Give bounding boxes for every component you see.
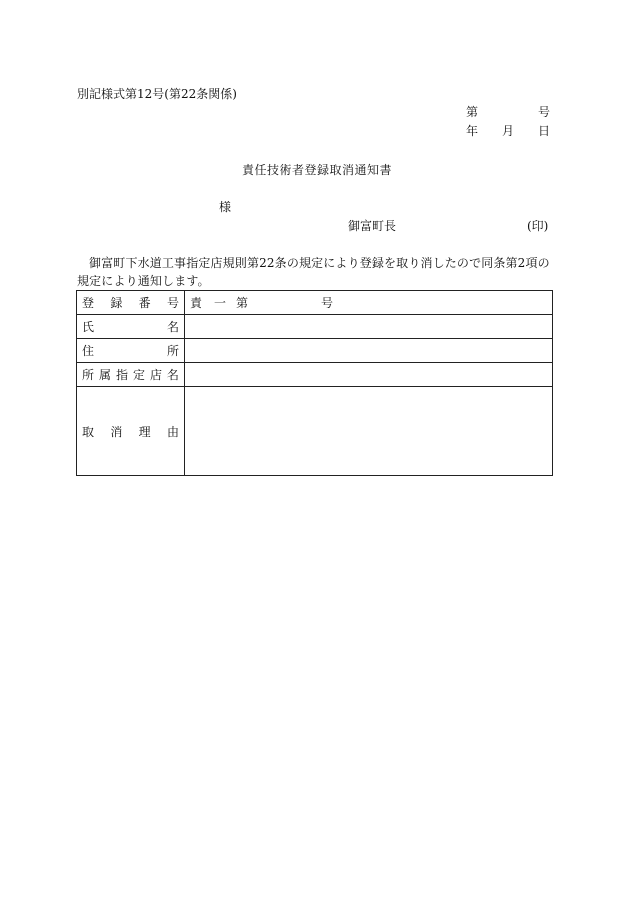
label-registration-number — [77, 291, 185, 315]
issuer-name: 御富町長 — [348, 219, 397, 233]
cancellation-reason-value — [185, 387, 553, 476]
label-char: 定 — [132, 368, 145, 382]
date-line — [466, 122, 550, 139]
label-char: 所 — [82, 368, 95, 382]
seal-mark: (印) — [527, 219, 549, 233]
label-char: 住 — [82, 344, 95, 358]
reg-number-prefix: 責 — [190, 296, 203, 310]
table-row-registration-number — [77, 291, 553, 315]
label-char: 取 — [82, 424, 95, 439]
number-suffix: 号 — [537, 105, 550, 119]
date-day: 日 — [537, 124, 550, 138]
notice-body-text: 御富町下水道工事指定店規則第22条の規定により登録を取り消したので同条第2項の規定により通知します。 — [77, 256, 550, 288]
label-char: 号 — [166, 296, 179, 310]
label-char: 指 — [115, 368, 128, 382]
name-value — [185, 315, 553, 339]
date-year: 年 — [466, 124, 479, 138]
label-char: 属 — [98, 368, 111, 382]
document-number-line — [466, 103, 550, 120]
label-char: 登 — [82, 296, 95, 310]
label-char: 消 — [110, 424, 123, 439]
reg-number-go: 号 — [321, 296, 334, 310]
label-address — [77, 339, 185, 363]
form-reference: 別記様式第12号(第22条関係) — [77, 87, 237, 101]
label-char: 所 — [166, 344, 179, 358]
label-affiliated-store — [77, 363, 185, 387]
table-row-cancellation-reason — [77, 387, 553, 476]
label-char: 録 — [110, 296, 123, 310]
affiliated-store-value — [185, 363, 553, 387]
label-char: 名 — [166, 368, 179, 382]
label-char: 氏 — [82, 320, 95, 334]
reg-number-dai: 第 — [236, 296, 249, 310]
document-title: 責任技術者登録取消通知書 — [242, 163, 393, 177]
date-month: 月 — [501, 124, 514, 138]
registration-table — [76, 290, 553, 476]
label-char: 理 — [138, 424, 151, 439]
recipient-honorific: 様 — [219, 200, 232, 214]
label-cancellation-reason — [77, 387, 185, 476]
number-prefix: 第 — [466, 105, 479, 119]
label-char: 店 — [149, 368, 162, 382]
label-name — [77, 315, 185, 339]
table-row-name — [77, 315, 553, 339]
address-value — [185, 339, 553, 363]
registration-number-value — [185, 291, 553, 315]
table-row-affiliated-store — [77, 363, 553, 387]
label-char: 由 — [166, 424, 179, 439]
table-row-address — [77, 339, 553, 363]
reg-number-dash: 一 — [214, 296, 227, 310]
label-char: 番 — [138, 296, 151, 310]
label-char: 名 — [166, 320, 179, 334]
